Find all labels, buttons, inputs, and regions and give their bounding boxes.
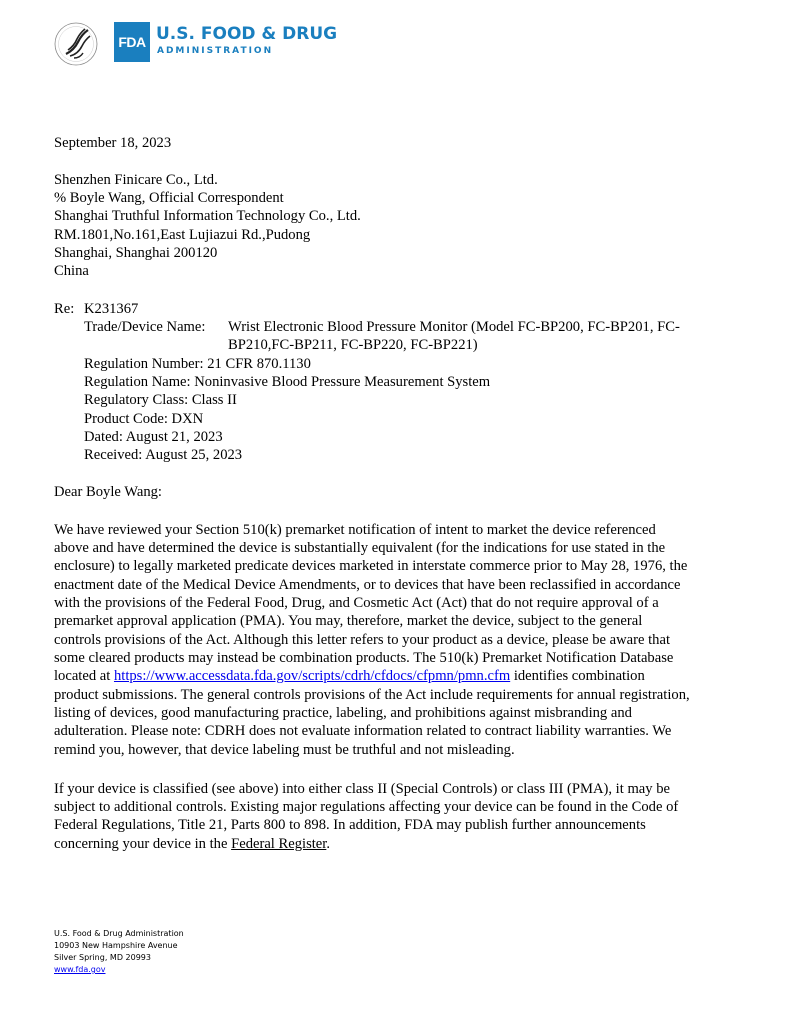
paragraph-line: product submissions. The general controls provisions of the Act include requirements for annual registration, <box>54 687 690 703</box>
fda-logo-box: FDA <box>114 22 150 62</box>
re-label: Re: <box>54 301 75 317</box>
dated: Dated: August 21, 2023 <box>84 429 223 445</box>
link-prefix: located at <box>54 668 114 684</box>
product-code: Product Code: DXN <box>84 411 204 427</box>
paragraph-line: remind you, however, that device labeling must be truthful and not misleading. <box>54 742 515 758</box>
device-name-label: Trade/Device Name: <box>84 319 206 335</box>
received: Received: August 25, 2023 <box>84 447 243 463</box>
address-line: % Boyle Wang, Official Correspondent <box>54 190 284 206</box>
footer-city: Silver Spring, MD 20993 <box>54 953 151 962</box>
regulation-name: Regulation Name: Noninvasive Blood Pressure Measurement System <box>84 374 491 390</box>
device-name-value-cont: BP210,FC-BP211, FC-BP220, FC-BP221) <box>228 337 478 353</box>
footer-street: 10903 New Hampshire Avenue <box>54 941 178 950</box>
k-number: K231367 <box>84 301 139 317</box>
paragraph-line: We have reviewed your Section 510(k) premarket notification of intent to market the device referenced <box>54 522 656 538</box>
paragraph-line: with the provisions of the Federal Food, Drug, and Cosmetic Act (Act) that do not require approval of a <box>54 595 659 611</box>
regulatory-class: Regulatory Class: Class II <box>84 392 237 408</box>
paragraph-line-with-link <box>54 835 330 853</box>
footer-org: U.S. Food & Drug Administration <box>54 929 184 938</box>
fda-logo-subtitle: ADMINISTRATION <box>157 46 274 56</box>
paragraph-line: If your device is classified (see above) into either class II (Special Controls) or class III (PMA), it may be <box>54 781 670 797</box>
paragraph-line: some cleared products may instead be combination products. The 510(k) Premarket Notification Database <box>54 650 674 666</box>
paragraph-line: controls provisions of the Act. Although this letter refers to your product as a device, please be aware that <box>54 632 671 648</box>
paragraph-line: Federal Regulations, Title 21, Parts 800 to 898. In addition, FDA may publish further announcements <box>54 817 646 833</box>
federal-register-link[interactable]: Federal Register <box>231 836 327 852</box>
paragraph-line: premarket approval application (PMA). You may, therefore, market the device, subject to the general <box>54 613 643 629</box>
address-line: Shenzhen Finicare Co., Ltd. <box>54 172 218 188</box>
fda-logo-title: U.S. FOOD & DRUG <box>156 24 338 44</box>
paragraph-line: listing of devices, good manufacturing practice, labeling, and prohibitions against misbranding and <box>54 705 632 721</box>
fda-website-link[interactable]: www.fda.gov <box>54 965 106 974</box>
paragraph-line: subject to additional controls. Existing major regulations affecting your device can be found in the Code of <box>54 799 679 815</box>
hhs-seal-icon <box>52 20 104 68</box>
address-line: RM.1801,No.161,East Lujiazui Rd.,Pudong <box>54 227 311 243</box>
letter-date: September 18, 2023 <box>54 135 172 151</box>
address-line: Shanghai, Shanghai 200120 <box>54 245 218 261</box>
address-line: Shanghai Truthful Information Technology Co., Ltd. <box>54 208 361 224</box>
salutation: Dear Boyle Wang: <box>54 484 162 500</box>
pmn-database-link[interactable]: https://www.accessdata.fda.gov/scripts/cdrh/cfdocs/cfpmn/pmn.cfm <box>113 668 511 684</box>
address-line: China <box>54 263 89 279</box>
paragraph-line: above and have determined the device is substantially equivalent (for the indications for use stated in the <box>54 540 666 556</box>
link-suffix: . <box>326 836 330 852</box>
regulation-number: Regulation Number: 21 CFR 870.1130 <box>84 356 311 372</box>
paragraph-line: enclosure) to legally marketed predicate devices marketed in interstate commerce prior to May 28, 1976, the <box>54 558 688 574</box>
link-suffix: identifies combination <box>510 668 645 684</box>
paragraph-line: enactment date of the Medical Device Amendments, or to devices that have been reclassified in accordance <box>54 577 681 593</box>
footer-website-line <box>54 964 105 976</box>
link-prefix: concerning your device in the <box>54 836 232 852</box>
device-name-value: Wrist Electronic Blood Pressure Monitor (Model FC-BP200, FC-BP201, FC- <box>228 319 680 335</box>
paragraph-line: adulteration. Please note: CDRH does not evaluate information related to contract liability warranties. We <box>54 723 672 739</box>
paragraph-line-with-link <box>54 667 645 685</box>
